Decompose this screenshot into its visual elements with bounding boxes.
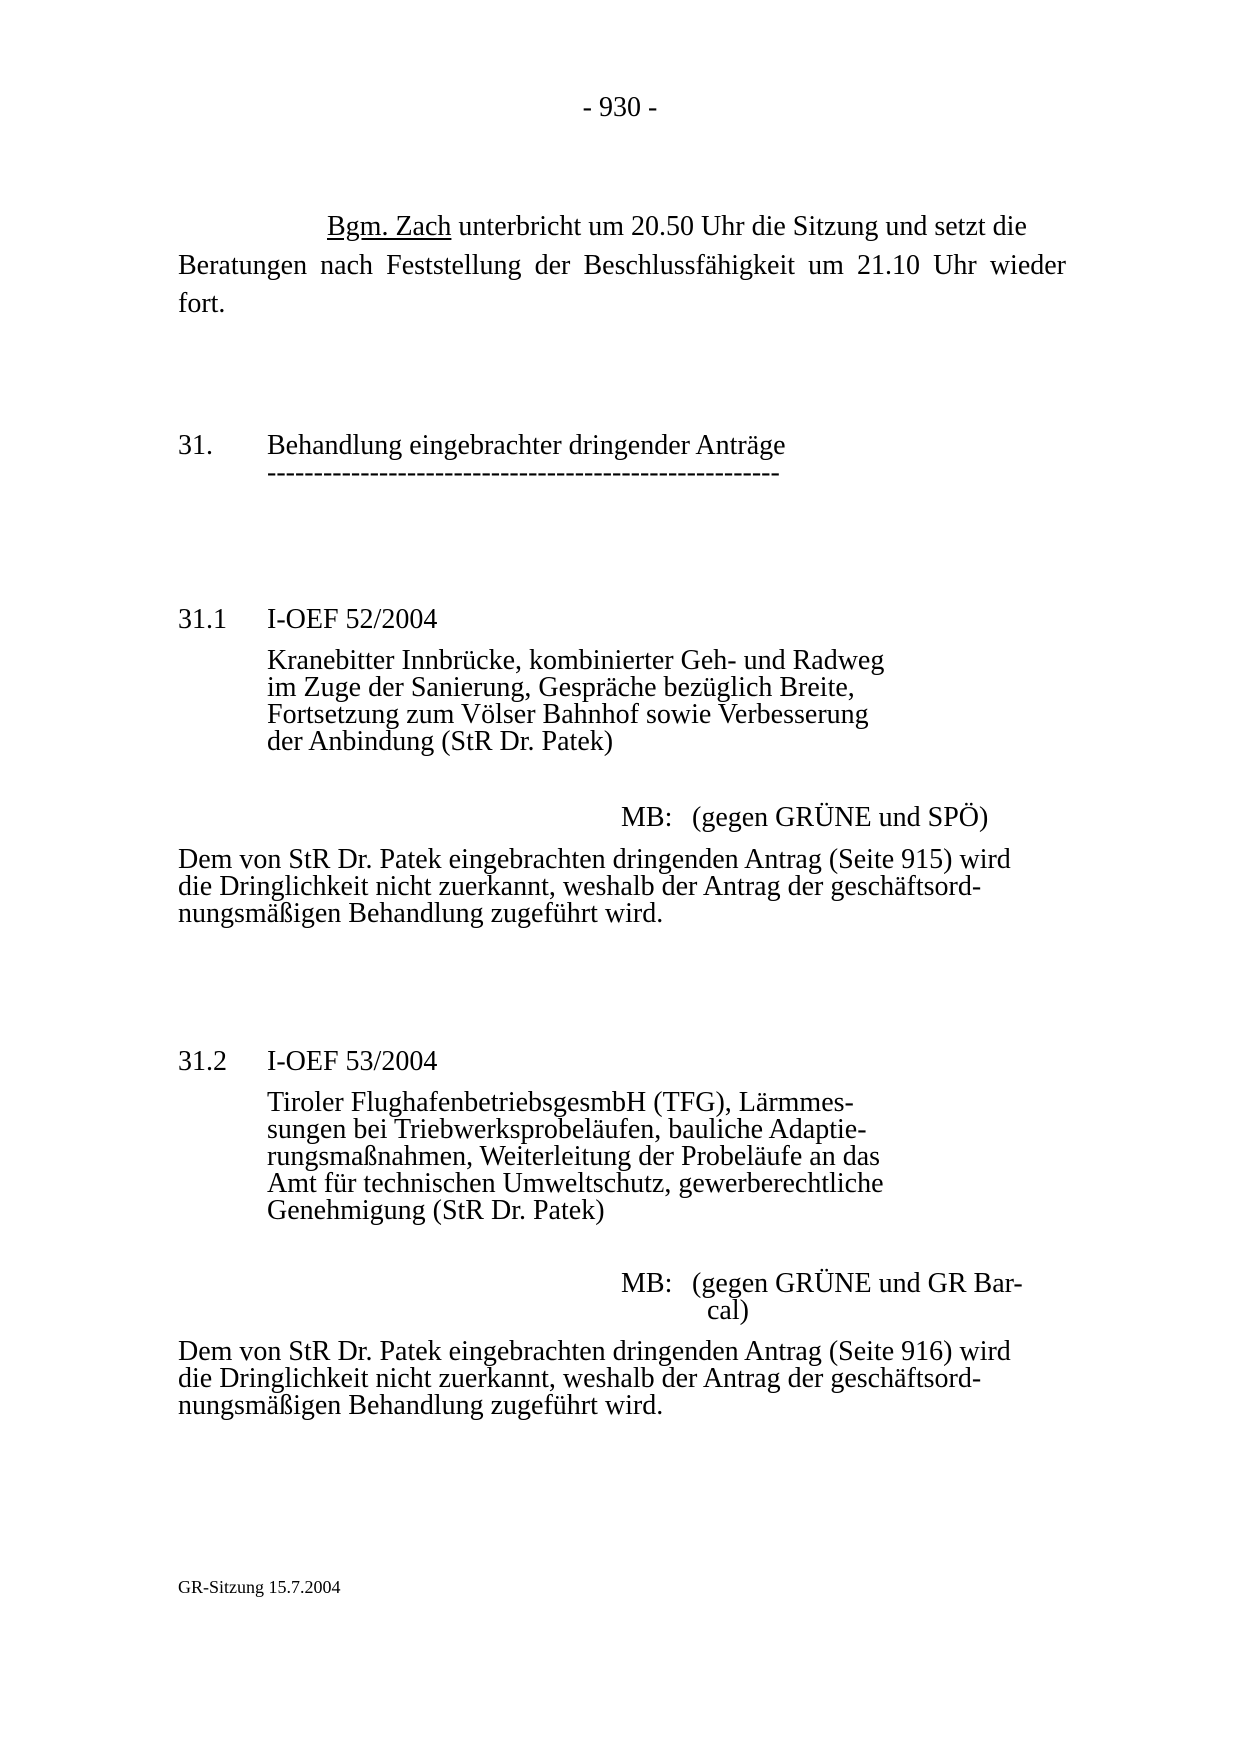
footer-meeting-date: GR-Sitzung 15.7.2004: [178, 1577, 341, 1597]
result-line: Dem von StR Dr. Patek eingebrachten dringenden Antrag (Seite 915) wird: [178, 844, 1011, 875]
intro-line-1-rest: unterbricht um 20.50 Uhr die Sitzung und setzt die: [451, 211, 1027, 242]
result-line: die Dringlichkeit nicht zuerkannt, weshalb der Antrag der geschäftsord-: [178, 1363, 982, 1394]
item-number: 31.1: [178, 604, 227, 635]
intro-line-2: Beratungen nach Feststellung der Beschlussfähigkeit um 21.10 Uhr wieder: [178, 250, 1066, 281]
mb-label: MB:: [621, 802, 673, 833]
mb-vote-line: (gegen GRÜNE und SPÖ): [692, 802, 989, 833]
item-description-line: im Zuge der Sanierung, Gespräche bezüglich Breite,: [267, 672, 855, 703]
item-description-line: der Anbindung (StR Dr. Patek): [267, 726, 614, 757]
section-title: Behandlung eingebrachter dringender Anträge: [267, 430, 786, 461]
item-description-line: Fortsetzung zum Völser Bahnhof sowie Verbesserung: [267, 699, 869, 730]
item-description-line: Kranebitter Innbrücke, kombinierter Geh- und Radweg: [267, 645, 885, 676]
mb-vote-line: cal): [707, 1295, 749, 1326]
result-line: die Dringlichkeit nicht zuerkannt, weshalb der Antrag der geschäftsord-: [178, 871, 982, 902]
item-code: I-OEF 53/2004: [267, 1046, 438, 1077]
result-line: Dem von StR Dr. Patek eingebrachten dringenden Antrag (Seite 916) wird: [178, 1336, 1011, 1367]
item-description-line: rungsmaßnahmen, Weiterleitung der Probeläufe an das: [267, 1141, 881, 1172]
item-description-line: Tiroler FlughafenbetriebsgesmbH (TFG), Lärmmes-: [267, 1087, 854, 1118]
item-description-line: sungen bei Triebwerksprobeläufen, bauliche Adaptie-: [267, 1114, 867, 1145]
mb-vote-line: (gegen GRÜNE und GR Bar-: [692, 1268, 1023, 1299]
result-line: nungsmäßigen Behandlung zugeführt wird.: [178, 898, 664, 929]
item-description-line: Amt für technischen Umweltschutz, gewerberechtliche: [267, 1168, 884, 1199]
section-title-rule: -------------------------------------------------------: [267, 457, 780, 488]
item-description-line: Genehmigung (StR Dr. Patek): [267, 1195, 605, 1226]
item-code: I-OEF 52/2004: [267, 604, 438, 635]
intro-line-3: fort.: [178, 288, 226, 319]
mb-label: MB:: [621, 1268, 673, 1299]
result-line: nungsmäßigen Behandlung zugeführt wird.: [178, 1390, 664, 1421]
speaker-name: Bgm. Zach: [327, 211, 452, 242]
section-number: 31.: [178, 430, 213, 461]
item-number: 31.2: [178, 1046, 227, 1077]
page-number: - 930 -: [582, 92, 658, 123]
intro-line-1: [327, 209, 1027, 245]
